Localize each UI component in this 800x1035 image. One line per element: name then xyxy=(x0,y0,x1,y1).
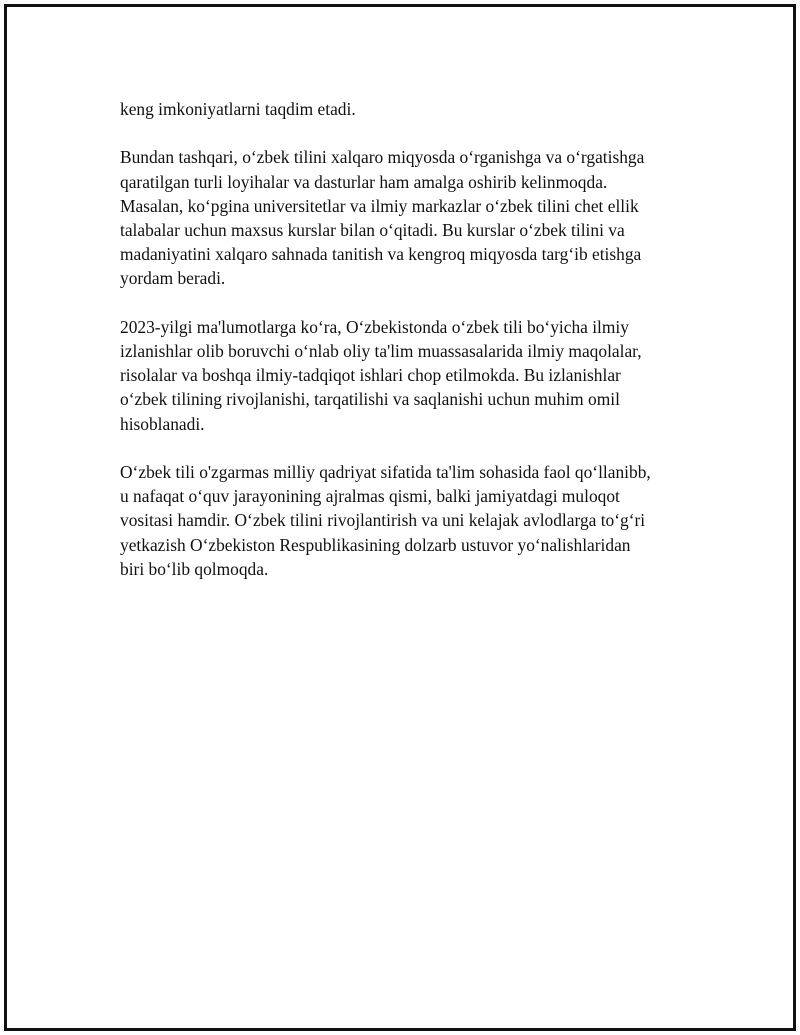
paragraph-1 xyxy=(120,97,700,121)
text-line: Masalan, koʻpgina universitetlar va ilmiy markazlar oʻzbek tilini chet ellik xyxy=(120,195,639,216)
text-line: yetkazish Oʻzbekiston Respublikasining dolzarb ustuvor yoʻnalishlaridan xyxy=(120,534,631,555)
text-line: keng imkoniyatlarni taqdim etadi. xyxy=(120,99,356,119)
text-line: u nafaqat oʻquv jarayonining ajralmas qismi, balki jamiyatdagi muloqot xyxy=(120,486,620,507)
paragraph-2 xyxy=(120,145,700,290)
text-line: madaniyatini xalqaro sahnada tanitish va kengroq miqyosda targʻib etishga xyxy=(120,244,642,265)
text-line: biri boʻlib qolmoqda. xyxy=(120,558,269,579)
text-line: qaratilgan turli loyihalar va dasturlar ham amalga oshirib kelinmoqda. xyxy=(120,171,608,192)
paragraph-4 xyxy=(120,460,700,581)
text-line: vositasi hamdir. Oʻzbek tilini rivojlantirish va uni kelajak avlodlarga toʻgʻri xyxy=(120,510,646,531)
text-line: hisoblanadi. xyxy=(120,413,205,434)
page-border xyxy=(4,4,796,1031)
text-line: 2023-yilgi ma'lumotlarga koʻra, Oʻzbekistonda oʻzbek tili boʻyicha ilmiy xyxy=(120,316,629,337)
paragraph-3 xyxy=(120,315,700,436)
text-line: talabalar uchun maxsus kurslar bilan oʻqitadi. Bu kurslar oʻzbek tilini va xyxy=(120,220,625,240)
text-line: yordam beradi. xyxy=(120,268,226,289)
text-line: risolalar va boshqa ilmiy-tadqiqot ishlari chop etilmokda. Bu izlanishlar xyxy=(120,365,621,386)
document-body xyxy=(120,97,700,605)
text-line: Bundan tashqari, oʻzbek tilini xalqaro miqyosda oʻrganishga va oʻrgatishga xyxy=(120,147,645,168)
text-line: izlanishlar olib boruvchi oʻnlab oliy ta'lim muassasalarida ilmiy maqolalar, xyxy=(120,341,642,361)
text-line: Oʻzbek tili o'zgarmas milliy qadriyat sifatida ta'lim sohasida faol qoʻllanibb, xyxy=(120,462,651,482)
text-line: oʻzbek tilining rivojlanishi, tarqatilishi va saqlanishi uchun muhim omil xyxy=(120,389,620,410)
